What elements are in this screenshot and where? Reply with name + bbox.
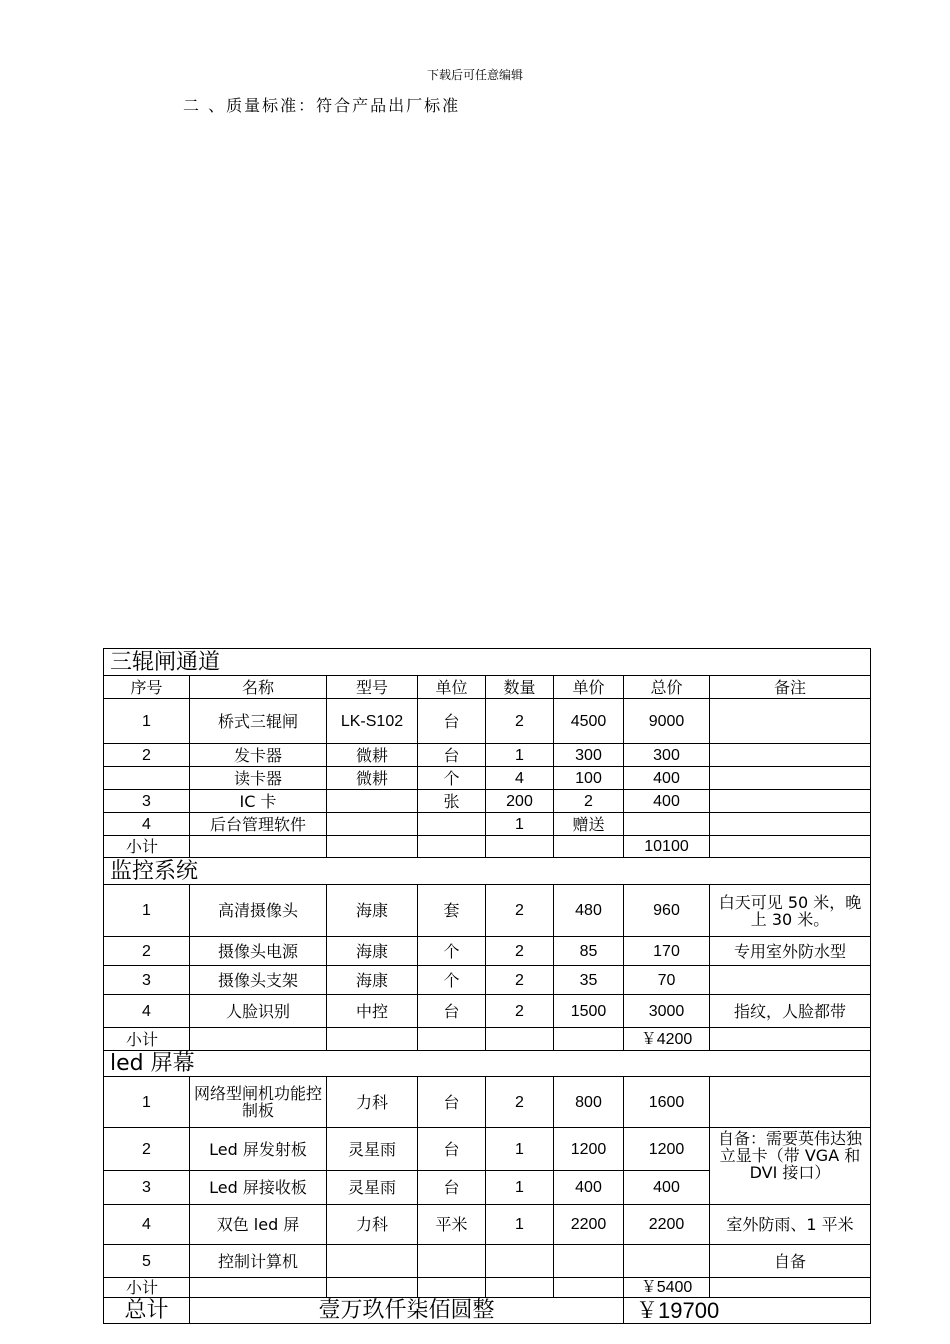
subtotal-label: 小计 [104,836,190,858]
cell-total [624,813,710,836]
cell-name: Led 屏发射板 [190,1128,327,1171]
cell-note [710,790,871,813]
cell-seq: 2 [104,1128,190,1171]
cell-unit: 台 [418,1077,486,1128]
cell-qty: 1 [486,1171,554,1205]
grand-total-label: 总计 [104,1298,190,1324]
cell-name: 摄像头电源 [190,937,327,966]
cell-unit: 台 [418,744,486,767]
cell-total: 70 [624,966,710,995]
cell-unit: 个 [418,937,486,966]
cell-qty: 2 [486,885,554,937]
cell-total: 300 [624,744,710,767]
cell-price: 100 [554,767,624,790]
cell-price: 4500 [554,699,624,744]
cell-qty: 2 [486,966,554,995]
table-row [104,790,871,813]
cell-name: 读卡器 [190,767,327,790]
cell-seq: 2 [104,744,190,767]
col-header-name: 名称 [190,676,327,699]
subtotal-label: 小计 [104,1028,190,1051]
cell-total [624,1245,710,1278]
cell-note [710,1077,871,1128]
cell-seq: 2 [104,937,190,966]
cell-name: 网络型闸机功能控制板 [190,1077,327,1128]
cell-model: 力科 [327,1077,418,1128]
cell-seq: 1 [104,1077,190,1128]
table-row [104,1205,871,1245]
cell-total: 400 [624,790,710,813]
cell-unit [418,813,486,836]
cell-unit: 套 [418,885,486,937]
table-row [104,813,871,836]
cell-price: 赠送 [554,813,624,836]
cell-note [710,966,871,995]
cell-price: 400 [554,1171,624,1205]
quotation-table [103,648,871,1324]
section-name: 三辊闸通道 [104,649,871,676]
cell-note: 室外防雨、1 平米 [710,1205,871,1245]
cell-total: 1600 [624,1077,710,1128]
cell-price: 300 [554,744,624,767]
table-row [104,767,871,790]
cell-unit: 个 [418,767,486,790]
cell-qty: 2 [486,995,554,1028]
cell-total: 2200 [624,1205,710,1245]
cell-note: 指纹，人脸都带 [710,995,871,1028]
cell-seq: 1 [104,885,190,937]
cell-total: 400 [624,1171,710,1205]
cell-model: 微耕 [327,767,418,790]
cell-qty: 4 [486,767,554,790]
table-row [104,937,871,966]
column-header-row [104,676,871,699]
subtotal-value: ￥5400 [624,1278,710,1298]
cell-note [710,813,871,836]
cell-name: Led 屏接收板 [190,1171,327,1205]
cell-unit: 台 [418,1128,486,1171]
grand-total-value: ￥19700 [624,1298,871,1324]
cell-price: 2 [554,790,624,813]
table-row [104,995,871,1028]
cell-name: 摄像头支架 [190,966,327,995]
cell-model: LK-S102 [327,699,418,744]
cell-name: IC 卡 [190,790,327,813]
cell-total: 3000 [624,995,710,1028]
cell-price: 35 [554,966,624,995]
cell-total: 9000 [624,699,710,744]
section-title: 二 、质量标准：符合产品出厂标准 [183,96,461,115]
cell-seq: 4 [104,995,190,1028]
col-header-note: 备注 [710,676,871,699]
cell-seq: 4 [104,813,190,836]
cell-seq: 5 [104,1245,190,1278]
cell-note [710,699,871,744]
section-header-row [104,1051,871,1077]
cell-qty: 200 [486,790,554,813]
table-row [104,885,871,937]
cell-model: 灵星雨 [327,1128,418,1171]
cell-price: 800 [554,1077,624,1128]
table-row [104,966,871,995]
cell-name: 双色 led 屏 [190,1205,327,1245]
col-header-price: 单价 [554,676,624,699]
cell-model: 灵星雨 [327,1171,418,1205]
cell-seq: 3 [104,966,190,995]
section-name: led 屏幕 [104,1051,871,1077]
cell-total: 1200 [624,1128,710,1171]
cell-note: 自备 [710,1245,871,1278]
cell-name: 后台管理软件 [190,813,327,836]
cell-price: 1200 [554,1128,624,1171]
cell-total: 170 [624,937,710,966]
subtotal-row [104,1028,871,1051]
subtotal-row [104,1278,871,1298]
cell-price: 2200 [554,1205,624,1245]
cell-note: 白天可见 50 米，晚上 30 米。 [710,885,871,937]
cell-unit: 台 [418,995,486,1028]
header-note: 下载后可任意编辑 [426,68,523,82]
cell-seq: 4 [104,1205,190,1245]
cell-model [327,1245,418,1278]
cell-qty: 2 [486,1077,554,1128]
cell-qty: 2 [486,699,554,744]
cell-price: 480 [554,885,624,937]
cell-seq: 3 [104,790,190,813]
cell-name: 高清摄像头 [190,885,327,937]
col-header-model: 型号 [327,676,418,699]
cell-note [710,767,871,790]
cell-unit: 个 [418,966,486,995]
col-header-unit: 单位 [418,676,486,699]
grand-total-row [104,1298,871,1324]
cell-note [710,744,871,767]
col-header-qty: 数量 [486,676,554,699]
cell-unit: 平米 [418,1205,486,1245]
cell-model [327,813,418,836]
cell-name: 桥式三辊闸 [190,699,327,744]
cell-qty: 2 [486,937,554,966]
cell-name: 人脸识别 [190,995,327,1028]
cell-total: 960 [624,885,710,937]
col-header-total: 总价 [624,676,710,699]
cell-model [327,790,418,813]
cell-price: 1500 [554,995,624,1028]
cell-model: 海康 [327,885,418,937]
cell-qty: 1 [486,1128,554,1171]
cell-qty [486,1245,554,1278]
cell-seq: 3 [104,1171,190,1205]
cell-note: 专用室外防水型 [710,937,871,966]
section-header-row [104,649,871,676]
cell-seq: 1 [104,699,190,744]
cell-model: 海康 [327,966,418,995]
cell-note: 自备：需要英伟达独立显卡（带 VGA 和 DVI 接口） [710,1128,871,1205]
subtotal-value: ￥4200 [624,1028,710,1051]
subtotal-row [104,836,871,858]
cell-qty: 1 [486,744,554,767]
cell-price: 85 [554,937,624,966]
section-header-row [104,858,871,885]
cell-qty: 1 [486,813,554,836]
table-row [104,744,871,767]
cell-unit [418,1245,486,1278]
subtotal-label: 小计 [104,1278,190,1298]
cell-model: 微耕 [327,744,418,767]
table-row [104,1128,871,1171]
cell-model: 海康 [327,937,418,966]
cell-unit: 台 [418,699,486,744]
cell-model: 中控 [327,995,418,1028]
cell-model: 力科 [327,1205,418,1245]
cell-unit: 台 [418,1171,486,1205]
grand-total-words: 壹万玖仟柒佰圆整 [190,1298,624,1324]
cell-unit: 张 [418,790,486,813]
section-name: 监控系统 [104,858,871,885]
table-row [104,1077,871,1128]
col-header-seq: 序号 [104,676,190,699]
table-row [104,699,871,744]
cell-seq [104,767,190,790]
cell-name: 发卡器 [190,744,327,767]
cell-qty: 1 [486,1205,554,1245]
cell-price [554,1245,624,1278]
cell-name: 控制计算机 [190,1245,327,1278]
table-row [104,1245,871,1278]
subtotal-value: 10100 [624,836,710,858]
cell-total: 400 [624,767,710,790]
